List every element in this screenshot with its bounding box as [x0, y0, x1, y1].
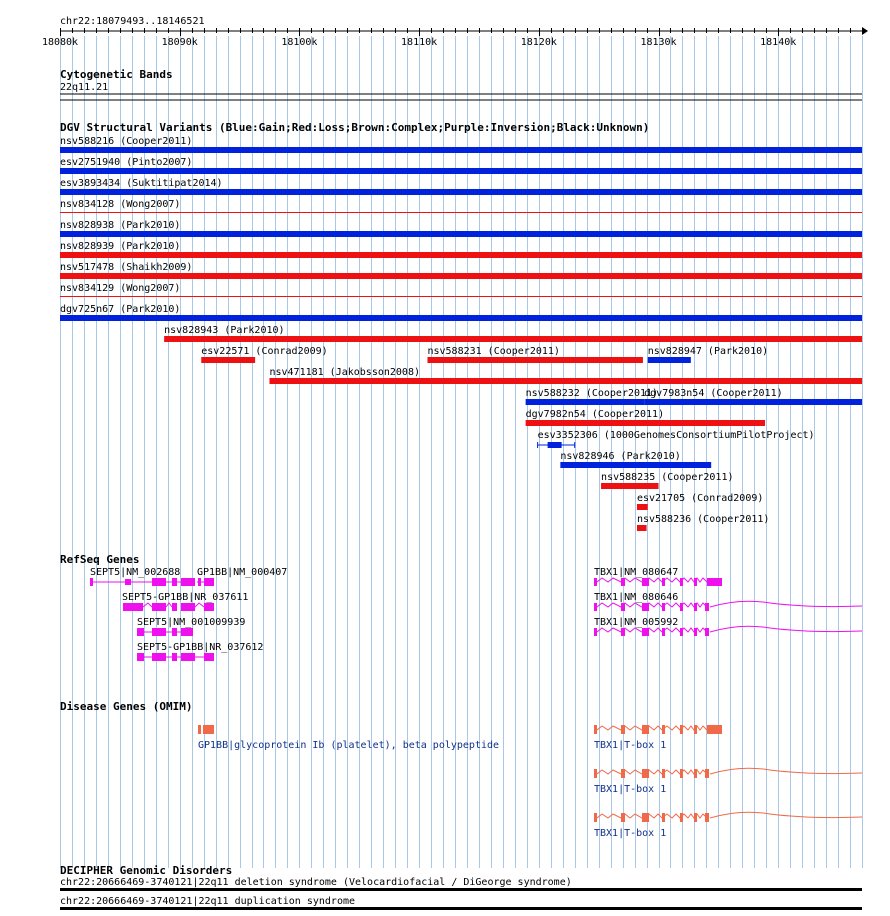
omim-label-tbx1-a[interactable]: TBX1|T-box 1 [594, 740, 667, 751]
dgv-label-nsv588236[interactable]: nsv588236 (Cooper2011) [636, 514, 770, 525]
dgv-bar-nsv588232[interactable] [526, 399, 645, 405]
gene-model-sept5-nm-001009939[interactable] [137, 628, 193, 636]
gene-label-sept5-gp1bb-nr-037611[interactable]: SEPT5-GP1BB|NR_037611 [122, 592, 249, 603]
decipher-label-deletion[interactable]: chr22:20666469-3740121|22q11 deletion syndrome (Velocardiofacial / DiGeorge syndrome) [60, 877, 572, 888]
omim-title: Disease Genes (OMIM) [60, 700, 193, 713]
gene-model-tbx1-nm-080647[interactable] [594, 578, 722, 586]
dgv-bar-dgv7983n54[interactable] [644, 399, 862, 405]
dgv-label-esv3893434[interactable]: esv3893434 (Suktitipat2014) [60, 178, 223, 189]
dgv-bar-nsv588231[interactable] [427, 357, 642, 363]
gene-model-gp1bb-nm-000407[interactable] [197, 578, 214, 586]
ruler-tick-label: 18100k [281, 37, 318, 48]
dgv-bar-nsv828946[interactable] [560, 462, 711, 468]
dgv-bar-esv3352306[interactable] [538, 442, 575, 448]
dgv-label-nsv828943[interactable]: nsv828943 (Park2010) [164, 325, 285, 336]
dgv-partial-rows [164, 325, 862, 531]
cytoband-band-label[interactable]: 22q11.21 [60, 82, 109, 93]
ruler-tick-label: 18090k [161, 37, 198, 48]
cytoband-title: Cytogenetic Bands [60, 68, 173, 81]
refseq-title: RefSeq Genes [60, 553, 140, 566]
gene-label-sept5-gp1bb-nr-037612[interactable]: SEPT5-GP1BB|NR_037612 [137, 642, 264, 653]
dgv-bar-nsv828947[interactable] [648, 357, 691, 363]
region-label: chr22:18079493..18146521 [60, 16, 205, 27]
gene-label-gp1bb-nm-000407[interactable]: GP1BB|NM_000407 [197, 567, 288, 578]
dgv-bar-dgv7982n54[interactable] [526, 420, 765, 426]
dgv-label-nsv517478[interactable]: nsv517478 (Shaikh2009) [60, 262, 193, 273]
dgv-bar-nsv588216[interactable] [60, 147, 862, 153]
gene-label-tbx1-nm-080647[interactable]: TBX1|NM_080647 [594, 567, 679, 578]
omim-label-gp1bb[interactable]: GP1BB|glycoprotein Ib (platelet), beta polypeptide [198, 740, 500, 751]
omim-label-tbx1-c[interactable]: TBX1|T-box 1 [594, 828, 667, 839]
dgv-label-nsv588235[interactable]: nsv588235 (Cooper2011) [601, 472, 734, 483]
dgv-label-esv22571[interactable]: esv22571 (Conrad2009) [201, 346, 328, 357]
dgv-bar-esv2751940[interactable] [60, 168, 862, 174]
gene-label-tbx1-nm-005992[interactable]: TBX1|NM_005992 [594, 617, 679, 628]
dgv-bar-nsv471181[interactable] [269, 378, 862, 384]
omim-model-tbx1-c[interactable] [594, 812, 862, 822]
dgv-bar-nsv834128[interactable] [60, 212, 862, 213]
dgv-label-dgv7982n54[interactable]: dgv7982n54 (Cooper2011) [525, 409, 665, 420]
ruler-tick-label: 18140k [760, 37, 797, 48]
dgv-label-nsv828947[interactable]: nsv828947 (Park2010) [647, 346, 769, 357]
dgv-label-nsv588231[interactable]: nsv588231 (Cooper2011) [427, 346, 560, 357]
dgv-bar-nsv588235[interactable] [601, 483, 658, 489]
ruler-tick-label: 18110k [401, 37, 438, 48]
dgv-bar-nsv828943[interactable] [164, 336, 862, 342]
gene-model-sept5-gp1bb-nr-037612[interactable] [137, 653, 214, 661]
decipher-title: DECIPHER Genomic Disorders [60, 864, 233, 877]
omim-model-tbx1-b[interactable] [594, 768, 862, 778]
dgv-label-nsv828938[interactable]: nsv828938 (Park2010) [60, 220, 181, 231]
decipher-bar-duplication[interactable] [60, 907, 862, 910]
dgv-label-dgv7983n54[interactable]: dgv7983n54 (Cooper2011) [644, 388, 783, 399]
dgv-bar-nsv517478[interactable] [60, 273, 862, 279]
ruler [42, 16, 868, 48]
gene-label-sept5-nm-002688[interactable]: SEPT5|NM_002688 [90, 567, 181, 578]
dgv-bar-nsv828938[interactable] [60, 231, 862, 237]
dgv-label-esv2751940[interactable]: esv2751940 (Pinto2007) [60, 157, 193, 168]
dgv-label-nsv588232[interactable]: nsv588232 (Cooper2011) [525, 388, 659, 399]
decipher-bar-deletion[interactable] [60, 888, 862, 891]
omim-model-gp1bb[interactable] [198, 725, 214, 734]
gene-label-tbx1-nm-080646[interactable]: TBX1|NM_080646 [594, 592, 679, 603]
decipher-label-duplication[interactable]: chr22:20666469-3740121|22q11 duplication syndrome [60, 896, 356, 907]
dgv-label-esv21705[interactable]: esv21705 (Conrad2009) [636, 493, 764, 504]
dgv-bar-esv21705[interactable] [637, 504, 648, 510]
decipher-track [60, 864, 862, 910]
dgv-label-nsv588216[interactable]: nsv588216 (Cooper2011) [60, 136, 193, 147]
dgv-label-nsv828939[interactable]: nsv828939 (Park2010) [60, 241, 181, 252]
dgv-bar-esv22571[interactable] [201, 357, 255, 363]
dgv-label-dgv725n67[interactable]: dgv725n67 (Park2010) [60, 304, 181, 315]
dgv-full-rows [60, 136, 862, 321]
omim-label-tbx1-b[interactable]: TBX1|T-box 1 [594, 784, 667, 795]
dgv-label-nsv834129[interactable]: nsv834129 (Wong2007) [60, 283, 181, 294]
dgv-bar-nsv828939[interactable] [60, 252, 862, 258]
gene-model-sept5-nm-002688[interactable] [90, 578, 195, 586]
dgv-bar-nsv588236[interactable] [637, 525, 647, 531]
dgv-label-nsv834128[interactable]: nsv834128 (Wong2007) [60, 199, 181, 210]
ruler-tick-label: 18080k [41, 37, 79, 48]
dgv-label-esv3352306[interactable]: esv3352306 (1000GenomesConsortiumPilotProject) [537, 430, 815, 441]
dgv-label-nsv471181[interactable]: nsv471181 (Jakobsson2008) [269, 367, 420, 378]
omim-model-tbx1-a[interactable] [594, 725, 722, 734]
dgv-label-nsv828946[interactable]: nsv828946 (Park2010) [560, 451, 681, 462]
dgv-bar-esv3893434[interactable] [60, 189, 862, 195]
dgv-bar-dgv725n67[interactable] [60, 315, 862, 321]
ruler-tick-label: 18120k [520, 37, 557, 48]
dgv-title: DGV Structural Variants (Blue:Gain;Red:Loss;Brown:Complex;Purple:Inversion;Black:Unknown) [60, 121, 650, 134]
gene-label-sept5-nm-001009939[interactable]: SEPT5|NM_001009939 [137, 617, 246, 628]
dgv-bar-nsv834129[interactable] [60, 296, 862, 297]
ruler-tick-label: 18130k [640, 37, 677, 48]
